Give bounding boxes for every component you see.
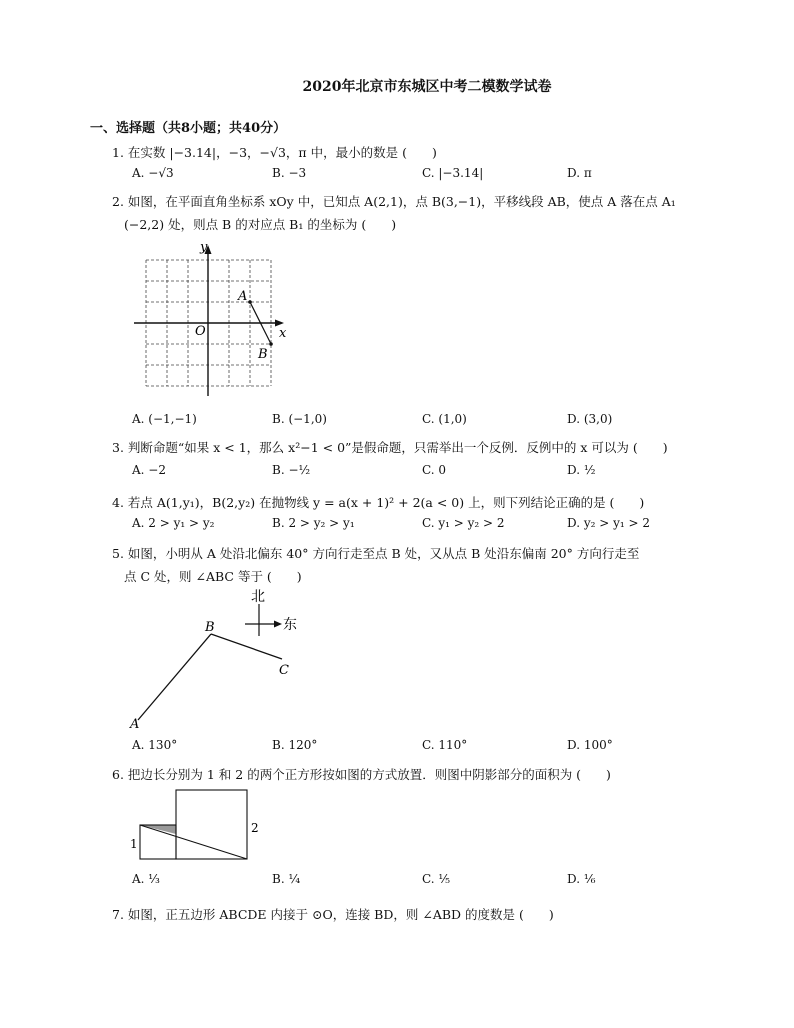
question-3-option-a[interactable]: A. −2 (132, 463, 166, 477)
question-4-option-a[interactable]: A. 2 > y₁ > y₂ (132, 516, 215, 530)
coordinate-grid-figure (128, 240, 293, 400)
question-7-stem: 7. 如图，正五边形 ABCDE 内接于 ⊙O，连接 BD，则 ∠ABD 的度数是 ( ) (112, 907, 554, 922)
question-1-option-c[interactable]: C. |−3.14| (422, 166, 484, 180)
question-4-option-b[interactable]: B. 2 > y₂ > y₁ (272, 516, 355, 530)
question-6-option-c[interactable]: C. ⅕ (422, 872, 451, 886)
y-axis-label: y (200, 240, 208, 255)
question-5-option-a[interactable]: A. 130° (132, 738, 178, 752)
point-a-label: A (130, 717, 140, 732)
segment-bc (211, 634, 282, 659)
question-5-stem-line1: 5. 如图，小明从 A 处沿北偏东 40° 方向行走至点 B 处，又从点 B 处沿东偏南 20° 方向行走至 (112, 546, 640, 561)
point-b-label: B (258, 347, 268, 362)
question-3-stem: 3. 判断命题“如果 x < 1，那么 x²−1 < 0”是假命题，只需举出一个反例．反例中的 x 可以为 ( ) (112, 440, 668, 455)
x-axis-label: x (279, 326, 287, 341)
question-2-stem-line1: 2. 如图，在平面直角坐标系 xOy 中，已知点 A(2,1)，点 B(3,−1)，平移线段 AB，使点 A 落在点 A₁ (112, 194, 676, 209)
question-4-option-c[interactable]: C. y₁ > y₂ > 2 (422, 516, 505, 530)
question-1-option-a[interactable]: A. −√3 (132, 166, 174, 180)
page-title: 2020年北京市东城区中考二模数学试卷 (302, 79, 552, 95)
point-b-label: B (205, 620, 215, 635)
question-6-stem: 6. 把边长分别为 1 和 2 的两个正方形按如图的方式放置．则图中阴影部分的面积为 ( ) (112, 767, 611, 782)
question-6-option-a[interactable]: A. ⅓ (132, 872, 160, 886)
question-2-option-b[interactable]: B. (−1,0) (272, 412, 327, 426)
question-2-option-a[interactable]: A. (−1,−1) (132, 412, 197, 426)
question-2-stem-line2: (−2,2) 处，则点 B 的对应点 B₁ 的坐标为 ( ) (124, 217, 397, 232)
point-a-label: A (238, 289, 248, 304)
segment-ab (138, 634, 211, 720)
origin-label: O (195, 324, 206, 339)
point-c-label: C (279, 663, 289, 678)
question-2-option-c[interactable]: C. (1,0) (422, 412, 467, 426)
point-a (248, 300, 252, 304)
question-1-stem: 1. 在实数 |−3.14|，−3，−√3，π 中，最小的数是 ( ) (112, 145, 437, 160)
large-side-label: 2 (251, 821, 259, 835)
question-5-stem-line2: 点 C 处，则 ∠ABC 等于 ( ) (124, 569, 302, 584)
question-4-stem: 4. 若点 A(1,y₁)，B(2,y₂) 在抛物线 y = a(x + 1)² + 2(a < 0) 上，则下列结论正确的是 ( ) (112, 495, 645, 510)
large-square (176, 790, 247, 859)
question-5-option-d[interactable]: D. 100° (567, 738, 613, 752)
east-label: 东 (283, 617, 297, 633)
question-6-option-b[interactable]: B. ¼ (272, 872, 301, 886)
question-2-option-d[interactable]: D. (3,0) (567, 412, 613, 426)
squares-figure (126, 788, 266, 862)
question-5-option-b[interactable]: B. 120° (272, 738, 318, 752)
question-3-option-d[interactable]: D. ½ (567, 463, 596, 477)
north-label: 北 (251, 589, 265, 605)
question-3-option-c[interactable]: C. 0 (422, 463, 447, 477)
small-side-label: 1 (130, 837, 138, 851)
diagonal-line (140, 825, 247, 859)
question-3-option-b[interactable]: B. −½ (272, 463, 311, 477)
section-heading: 一、选择题（共8小题；共40分） (90, 121, 287, 136)
question-5-option-c[interactable]: C. 110° (422, 738, 468, 752)
question-1-option-d[interactable]: D. π (567, 166, 592, 180)
question-6-option-d[interactable]: D. ⅙ (567, 872, 596, 886)
question-1-option-b[interactable]: B. −3 (272, 166, 307, 180)
direction-figure (126, 586, 306, 734)
question-4-option-d[interactable]: D. y₂ > y₁ > 2 (567, 516, 651, 530)
point-b (269, 342, 273, 346)
